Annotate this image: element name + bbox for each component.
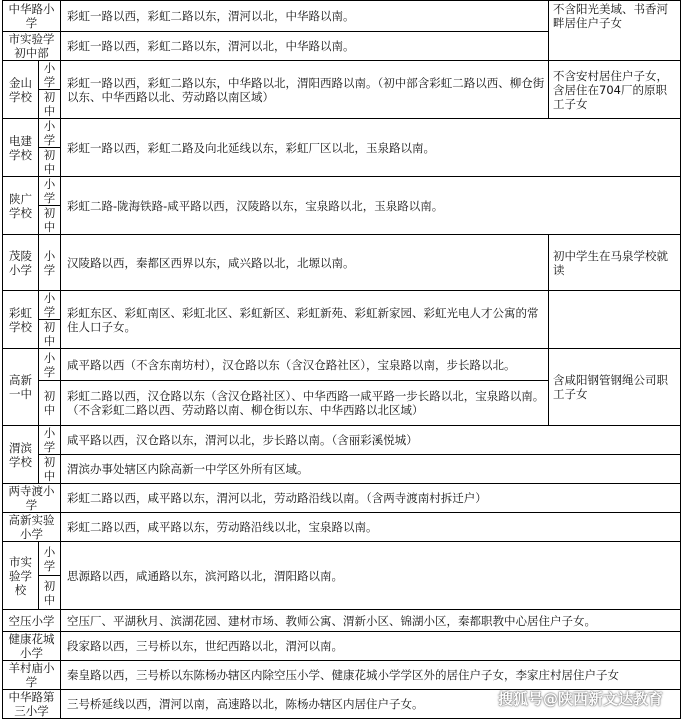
district-area: 咸平路以西（不含东南坊村），汉仓路以东（含汉仓路社区），宝泉路以南，步长路以北。 bbox=[61, 349, 549, 381]
table-row bbox=[3, 177, 681, 206]
school-name: 高新实验小学 bbox=[3, 513, 61, 542]
table-row bbox=[3, 235, 681, 291]
school-name: 健康花城小学 bbox=[3, 632, 61, 661]
remark: 含咸阳钢管钢绳公司职工子女 bbox=[549, 349, 681, 426]
level-label: 初中 bbox=[39, 576, 61, 610]
level-label: 初中 bbox=[39, 206, 61, 235]
remark: 不含阳光美域、书香河畔居住户子女 bbox=[549, 1, 681, 61]
district-area: 渭滨办事处辖区内除高新一中学区外所有区域。 bbox=[61, 455, 681, 484]
school-name: 彩虹学校 bbox=[3, 291, 39, 349]
table-row bbox=[3, 542, 681, 576]
school-name: 茂陵小学 bbox=[3, 235, 39, 291]
level-label: 初中 bbox=[39, 148, 61, 177]
district-area: 彩虹二路以西，咸平路以东，劳动路沿线以北，宝泉路以南。 bbox=[61, 513, 681, 542]
district-area: 汉陵路以西，秦都区西界以东，咸兴路以北，北塬以南。 bbox=[61, 235, 549, 291]
district-area: 彩虹一路以西，彩虹二路以东，渭河以北，中华路以南。 bbox=[61, 32, 549, 61]
remark bbox=[549, 291, 681, 349]
table-row bbox=[3, 513, 681, 542]
district-area: 彩虹一路以西，彩虹二路及向北延线以东，彩虹厂区以北，玉泉路以南。 bbox=[61, 119, 681, 177]
school-name: 市实验学初中部 bbox=[3, 32, 61, 61]
school-name: 渭滨学校 bbox=[3, 426, 39, 484]
district-area: 咸平路以西，汉仓路以东，渭河以北，步长路以南。（含丽彩溪悦城） bbox=[61, 426, 681, 455]
district-area: 秦皇路以西，三号桥以东陈杨办辖区内除空压小学、健康花城小学学区外的居住户子女，李家庄村居住户子女 bbox=[61, 661, 681, 690]
district-area: 空压厂、平湖秋月、滨湖花园、建材市场、教师公寓、渭新小区、锦湖小区，秦都职教中心居住户子女。 bbox=[61, 610, 681, 632]
level-label: 初中 bbox=[39, 320, 61, 349]
table-row bbox=[3, 1, 681, 32]
level-label: 初中 bbox=[39, 90, 61, 119]
remark: 初中学生在马泉学校就读 bbox=[549, 235, 681, 291]
school-name: 两寺渡小学 bbox=[3, 484, 61, 513]
school-name: 羊村庙小学 bbox=[3, 661, 61, 690]
level-label: 小学 bbox=[39, 291, 61, 320]
school-name: 电建学校 bbox=[3, 119, 39, 177]
level-label: 初中 bbox=[39, 381, 61, 426]
watermark: 搜狐号@陕西新文达教育 bbox=[498, 690, 664, 708]
district-area: 彩虹东区、彩虹南区、彩虹北区、彩虹新区、彩虹新苑、彩虹新家园、彩虹光电人才公寓的常住人口子女。 bbox=[61, 291, 549, 349]
level-label: 小学 bbox=[39, 426, 61, 455]
table-row bbox=[3, 349, 681, 381]
level-label: 小学 bbox=[39, 177, 61, 206]
school-name: 中华路第三小学 bbox=[3, 690, 61, 719]
level-label: 小学 bbox=[39, 235, 61, 291]
district-area: 思源路以西，咸通路以东，滨河路以北，渭阳路以南。 bbox=[61, 542, 681, 610]
school-name: 金山学校 bbox=[3, 61, 39, 119]
school-name: 陕广学校 bbox=[3, 177, 39, 235]
level-label: 小学 bbox=[39, 349, 61, 381]
level-label: 小学 bbox=[39, 61, 61, 90]
table-row bbox=[3, 455, 681, 484]
table-row bbox=[3, 484, 681, 513]
level-label: 小学 bbox=[39, 119, 61, 148]
school-name: 高新一中 bbox=[3, 349, 39, 426]
school-district-table bbox=[2, 0, 681, 719]
district-area: 彩虹一路以西，彩虹二路以东，渭河以北，中华路以南。 bbox=[61, 1, 549, 32]
level-label: 小学 bbox=[39, 542, 61, 576]
district-area: 段家路以西，三号桥以东，世纪西路以北，渭河以南。 bbox=[61, 632, 681, 661]
remark: 不含安村居住户子女，含居住在704厂的原职工子女 bbox=[549, 61, 681, 119]
level-label: 初中 bbox=[39, 455, 61, 484]
school-name: 空压小学 bbox=[3, 610, 61, 632]
school-name: 市实验学校 bbox=[3, 542, 39, 610]
table-row bbox=[3, 61, 681, 90]
table-row bbox=[3, 426, 681, 455]
table-row bbox=[3, 661, 681, 690]
school-name: 中华路小学 bbox=[3, 1, 61, 32]
district-area: 彩虹二路-陇海铁路-咸平路以西，汉陵路以东，宝泉路以北，玉泉路以南。 bbox=[61, 177, 681, 235]
table-row bbox=[3, 119, 681, 148]
district-area: 彩虹一路以西，彩虹二路以东，中华路以北，渭阳西路以南。（初中部含彩虹二路以西、柳仓街以东、中华西路以北、劳动路以南区域） bbox=[61, 61, 549, 119]
district-area: 三号桥延线以西，渭河以南，高速路以北，陈杨办辖区内居住户子女。 bbox=[61, 690, 681, 719]
table-row bbox=[3, 610, 681, 632]
district-area: 彩虹二路以西，汉仓路以东（含汉仓路社区）、中华西路一咸平路一步长路以北，宝泉路以南。（不含彩虹二路以西、劳动路以南、柳仓街以东、中华西路以北区域） bbox=[61, 381, 549, 426]
table-row bbox=[3, 291, 681, 320]
table-row bbox=[3, 632, 681, 661]
district-area: 彩虹二路以西，咸平路以东，渭河以北，劳动路沿线以南。（含两寺渡南村拆迁户） bbox=[61, 484, 681, 513]
